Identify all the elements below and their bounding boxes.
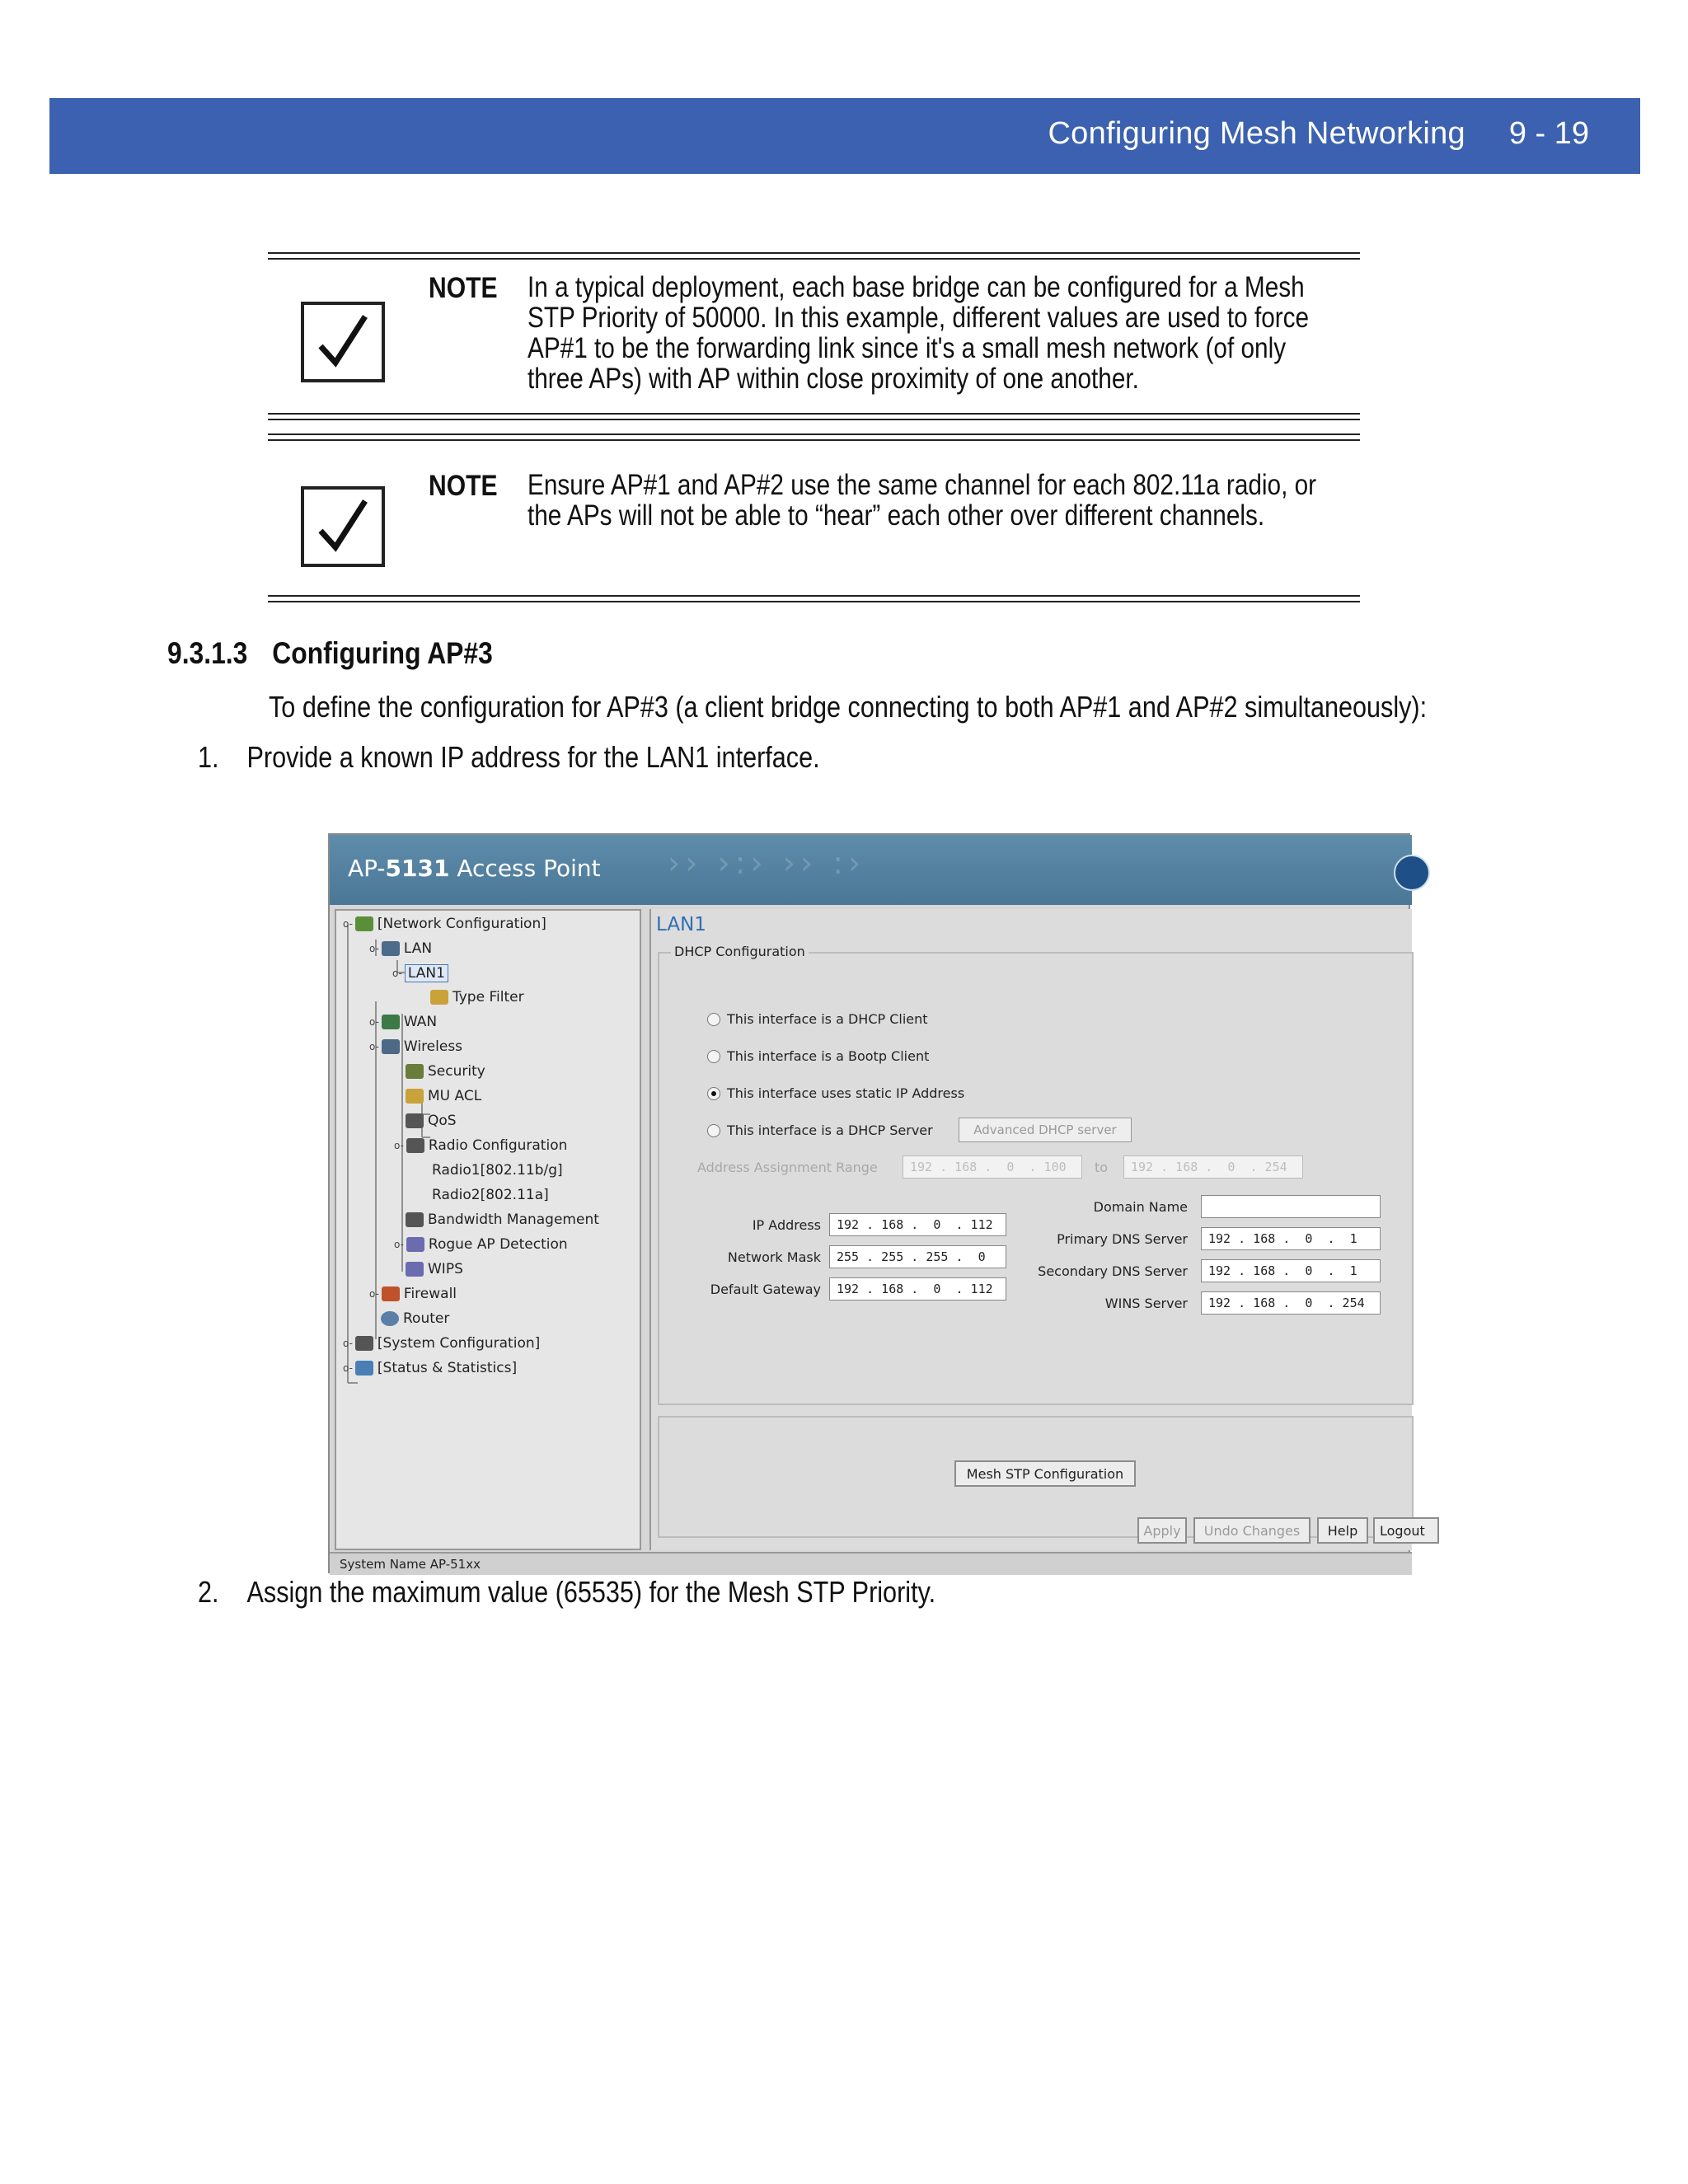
tree-item-radio1[interactable]: Radio1[802.11b/g] (432, 1162, 563, 1179)
pane-title: LAN1 (656, 914, 706, 935)
default-gateway-field[interactable]: 192 . 168 . 0 . 112 (829, 1277, 1006, 1301)
domain-name-field[interactable] (1201, 1195, 1381, 1218)
primary-dns-label: Primary DNS Server (1057, 1231, 1188, 1247)
undo-changes-button[interactable]: Undo Changes (1193, 1517, 1311, 1544)
note-text (528, 470, 1340, 531)
router-icon (381, 1311, 399, 1326)
note-line: three APs) with AP within close proximity of one another. (528, 363, 1139, 395)
tree-item-mu-acl[interactable]: MU ACL (406, 1088, 481, 1104)
step-1 (198, 740, 820, 775)
tree-item-wips[interactable]: WIPS (406, 1261, 463, 1277)
page-header (49, 98, 1640, 174)
tree-item-radio-configuration[interactable]: o- Radio Configuration (394, 1137, 568, 1154)
tree-item-router[interactable]: Router (381, 1310, 449, 1327)
tree-item-status-statistics[interactable]: o- [Status & Statistics] (343, 1360, 518, 1376)
help-button[interactable]: Help (1317, 1517, 1368, 1544)
step-text: Provide a known IP address for the LAN1 interface. (246, 740, 820, 774)
navigation-tree (335, 909, 641, 1550)
tree-item-wireless[interactable]: o- Wireless (369, 1038, 463, 1055)
acl-icon (406, 1089, 424, 1104)
note-text (528, 272, 1340, 394)
filter-icon (430, 990, 448, 1005)
security-icon (406, 1064, 424, 1079)
step-2 (198, 1575, 935, 1610)
section-number: 9.3.1.3 (167, 636, 248, 670)
radio-static-ip[interactable]: This interface uses static IP Address (707, 1085, 964, 1101)
radio-button[interactable] (707, 1124, 720, 1137)
radio-icon (406, 1138, 424, 1153)
address-range-to-label: to (1095, 1160, 1109, 1175)
domain-name-label: Domain Name (1093, 1199, 1188, 1215)
default-gateway-label: Default Gateway (710, 1282, 821, 1297)
app-title-bar (330, 835, 1412, 905)
action-buttons (649, 1509, 1425, 1549)
note-rule-bottom (268, 595, 1360, 602)
step-number: 1. (198, 740, 219, 774)
mesh-stp-configuration-button[interactable]: Mesh STP Configuration (954, 1460, 1136, 1487)
header-title: Configuring Mesh Networking (1048, 116, 1465, 151)
radio-button[interactable] (707, 1013, 720, 1026)
network-mask-label: Network Mask (727, 1249, 821, 1265)
wireless-icon (382, 1039, 400, 1054)
ap-screenshot (328, 833, 1425, 1573)
tree-item-wan[interactable]: o- WAN (369, 1014, 438, 1030)
note-line: In a typical deployment, each base bridge can be configured for a Mesh (528, 271, 1305, 303)
tree-item-qos[interactable]: QoS (406, 1113, 457, 1129)
firewall-icon (382, 1286, 400, 1301)
section-heading (167, 636, 493, 671)
tree-lines (336, 911, 643, 1405)
ip-address-field[interactable]: 192 . 168 . 0 . 112 (829, 1213, 1006, 1236)
tree-item-type-filter[interactable]: Type Filter (430, 989, 524, 1005)
ip-address-label: IP Address (752, 1217, 821, 1233)
secondary-dns-field[interactable]: 192 . 168 . 0 . 1 (1201, 1259, 1381, 1282)
radio-button-selected[interactable] (707, 1087, 720, 1100)
tree-item-rogue-ap-detection[interactable]: o- Rogue AP Detection (394, 1236, 568, 1253)
group-label: DHCP Configuration (671, 944, 809, 959)
step-number: 2. (198, 1575, 219, 1609)
status-bar: System Name AP-51xx (330, 1552, 1412, 1575)
primary-dns-field[interactable]: 192 . 168 . 0 . 1 (1201, 1227, 1381, 1250)
qos-icon (406, 1113, 424, 1128)
tree-item-firewall[interactable]: o- Firewall (369, 1286, 457, 1302)
note-rule-bottom (268, 413, 1360, 420)
checkmark-icon (301, 302, 385, 382)
title-pattern: ›› ›:› ›› :› (668, 845, 866, 881)
note-rule-top (268, 434, 1360, 441)
note-rule-top (268, 252, 1360, 260)
section-intro: To define the configuration for AP#3 (a client bridge connecting to both AP#1 and AP#2 simultaneously): (269, 690, 1428, 724)
dhcp-configuration-group (658, 944, 1414, 1405)
address-range-from-field[interactable]: 192 . 168 . 0 . 100 (903, 1155, 1082, 1179)
wins-server-field[interactable]: 192 . 168 . 0 . 254 (1201, 1291, 1381, 1315)
radio-dhcp-server[interactable]: This interface is a DHCP Server (707, 1122, 933, 1138)
checkmark-icon (301, 486, 385, 567)
config-pane (649, 909, 1412, 1550)
bandwidth-icon (406, 1212, 424, 1227)
stats-icon (355, 1361, 373, 1376)
wips-icon (406, 1262, 424, 1277)
radio-button[interactable] (707, 1050, 720, 1063)
note-label: NOTE (429, 470, 498, 502)
network-mask-field[interactable]: 255 . 255 . 255 . 0 (829, 1245, 1006, 1268)
tree-item-radio2[interactable]: Radio2[802.11a] (432, 1187, 549, 1203)
page-number: 9 - 19 (1508, 116, 1589, 151)
apply-button[interactable]: Apply (1137, 1517, 1187, 1544)
address-range-label: Address Assignment Range (697, 1160, 878, 1175)
wins-server-label: WINS Server (1104, 1296, 1188, 1311)
logout-button[interactable]: Logout (1373, 1517, 1439, 1544)
note-label: NOTE (429, 272, 498, 304)
radio-dhcp-client[interactable]: This interface is a DHCP Client (707, 1011, 928, 1027)
app-title: AP-5131 Access Point (348, 855, 601, 882)
tree-item-lan[interactable]: o- LAN (369, 940, 433, 957)
lan-icon (382, 941, 400, 956)
secondary-dns-label: Secondary DNS Server (1038, 1263, 1188, 1279)
network-icon (355, 916, 373, 931)
address-range-to-field[interactable]: 192 . 168 . 0 . 254 (1123, 1155, 1303, 1179)
tree-item-lan1[interactable]: o- LAN1 (392, 964, 448, 982)
step-text: Assign the maximum value (65535) for the Mesh STP Priority. (246, 1575, 936, 1609)
rogue-icon (406, 1237, 424, 1252)
note-line: Ensure AP#1 and AP#2 use the same channel for each 802.11a radio, or (528, 469, 1317, 501)
wan-icon (382, 1015, 400, 1029)
tree-item-security[interactable]: Security (406, 1063, 485, 1080)
tree-item-network-configuration[interactable]: o- [Network Configuration] (343, 916, 546, 932)
note-line: the APs will not be able to “hear” each other over different channels. (528, 499, 1265, 532)
note-line: AP#1 to be the forwarding link since it's a small mesh network (of only (528, 332, 1287, 364)
tree-item-system-configuration[interactable]: o- [System Configuration] (343, 1335, 541, 1352)
radio-bootp-client[interactable]: This interface is a Bootp Client (707, 1048, 929, 1064)
section-title: Configuring AP#3 (272, 636, 493, 670)
note-line: STP Priority of 50000. In this example, different values are used to force (528, 302, 1310, 334)
tree-item-bandwidth-management[interactable]: Bandwidth Management (406, 1212, 599, 1228)
logo-icon (1394, 855, 1430, 891)
system-icon (355, 1336, 373, 1351)
advanced-dhcp-server-button[interactable]: Advanced DHCP server (959, 1118, 1132, 1142)
